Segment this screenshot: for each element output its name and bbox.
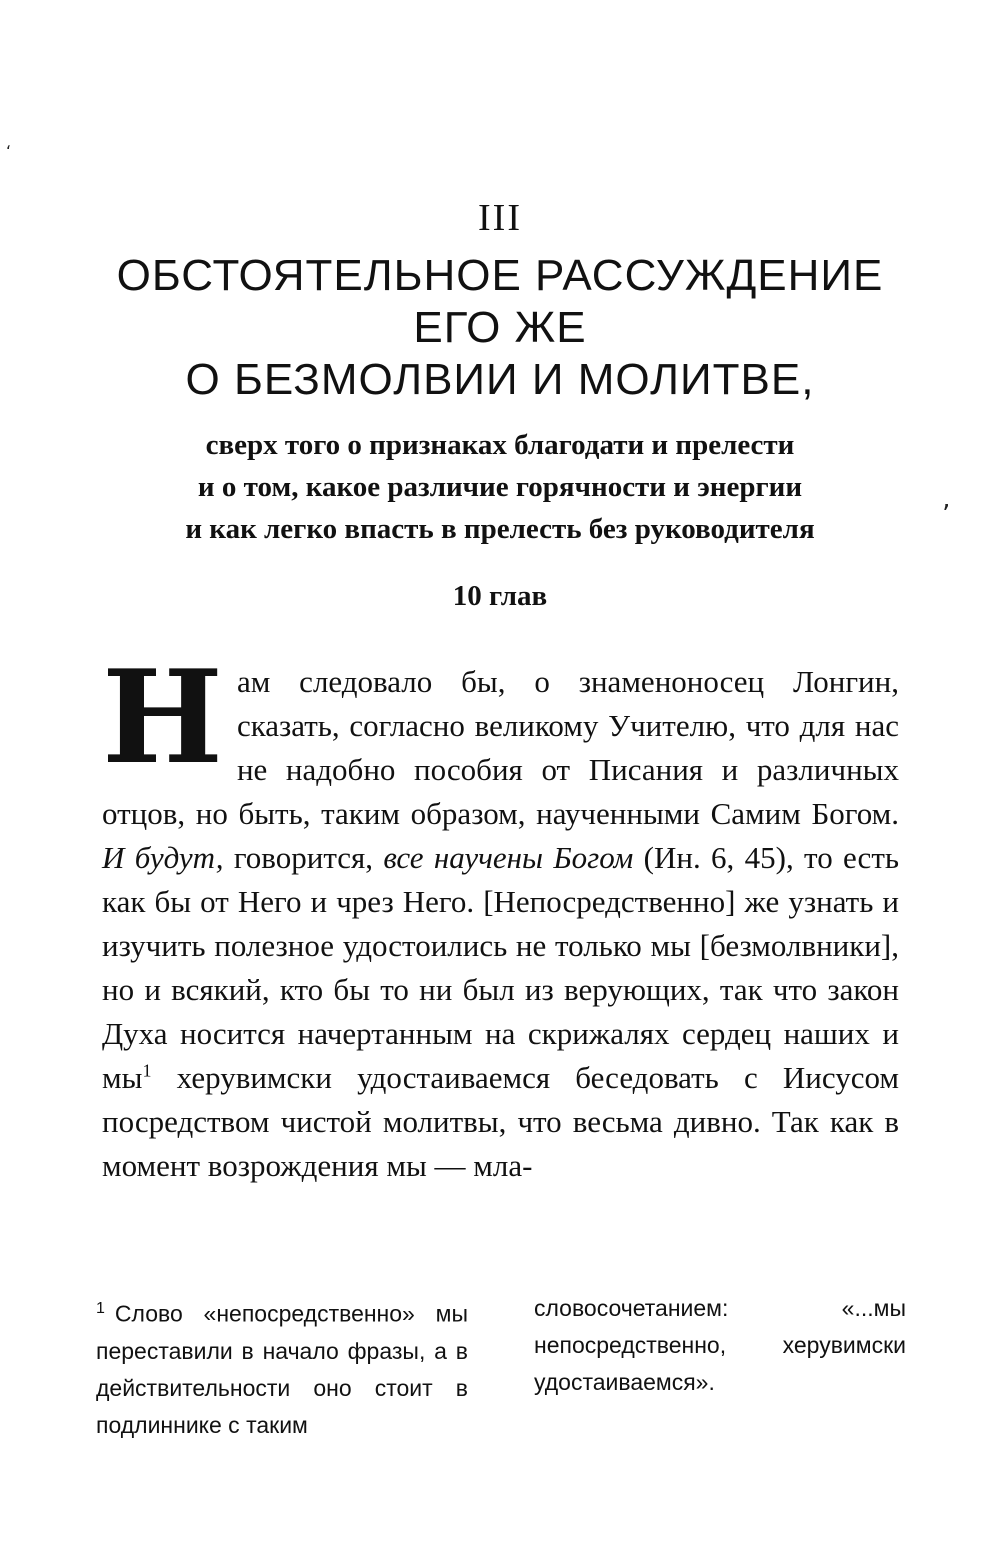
footnote-column-2 — [534, 1290, 906, 1444]
title-line: ЕГО ЖЕ — [413, 303, 587, 352]
chapters-count: 10 глав — [452, 580, 548, 612]
subtitle-line: сверх того о признаках благодати и прелести — [205, 429, 795, 461]
footnote-mark: 1 — [96, 1300, 105, 1317]
footnote-column-1 — [96, 1290, 468, 1444]
drop-cap: Н — [102, 643, 223, 793]
margin-mark: ʻ — [6, 142, 12, 161]
body-paragraph — [102, 643, 900, 1188]
body-text-run: ам следовало бы, о знаменоносец Лонгин, сказать, согласно великому Учителю, что для нас не надобно пособия от Писания и различных отцов, но быть, таким образом, наученными Самим Богом. — [102, 664, 899, 831]
subtitle-line: и о том, какое различие горячности и энергии — [197, 471, 803, 503]
chapter-number: III — [478, 197, 522, 239]
body-text-run: (Ин. 6, 45), то есть как бы от Него и чрез Него. [Непосредственно] же узнать и изучить полезное удостоились не только мы [безмолвники], но и всякий, кто бы то ни был из верующих, так что закон Духа носится начертанным на скрижалях сердец наших и мы — [102, 840, 900, 1095]
title-line: ОБСТОЯТЕЛЬНОЕ РАССУЖДЕНИЕ — [116, 251, 884, 300]
chapter-title — [60, 250, 940, 406]
body-text-run: херувимски удостаиваемся беседовать с Иисусом посредством чистой молитвы, что весьма дивно. Так как в момент возрождения мы — мла- — [102, 1060, 900, 1183]
footnote-text: словосочетанием: «...мы непосредственно, херувимски удостаиваемся». — [534, 1295, 906, 1395]
title-line: О БЕЗМОЛВИИ И МОЛИТВЕ, — [185, 355, 815, 404]
footnote — [96, 1290, 906, 1444]
body-text-run: говорится, — [233, 840, 374, 875]
scripture-quote: И будут, — [102, 840, 224, 875]
subtitle-line: и как легко впасть в прелесть без руководителя — [185, 513, 815, 545]
footnote-reference[interactable]: 1 — [142, 1060, 152, 1081]
footnote-text: Слово «непосредственно» мы переставили в начало фразы, а в действительности оно стоит в подлиннике с таким — [96, 1300, 468, 1438]
scripture-quote: все научены Богом — [383, 840, 634, 875]
margin-mark: ʼ — [942, 500, 951, 530]
chapter-subtitle — [100, 424, 900, 550]
